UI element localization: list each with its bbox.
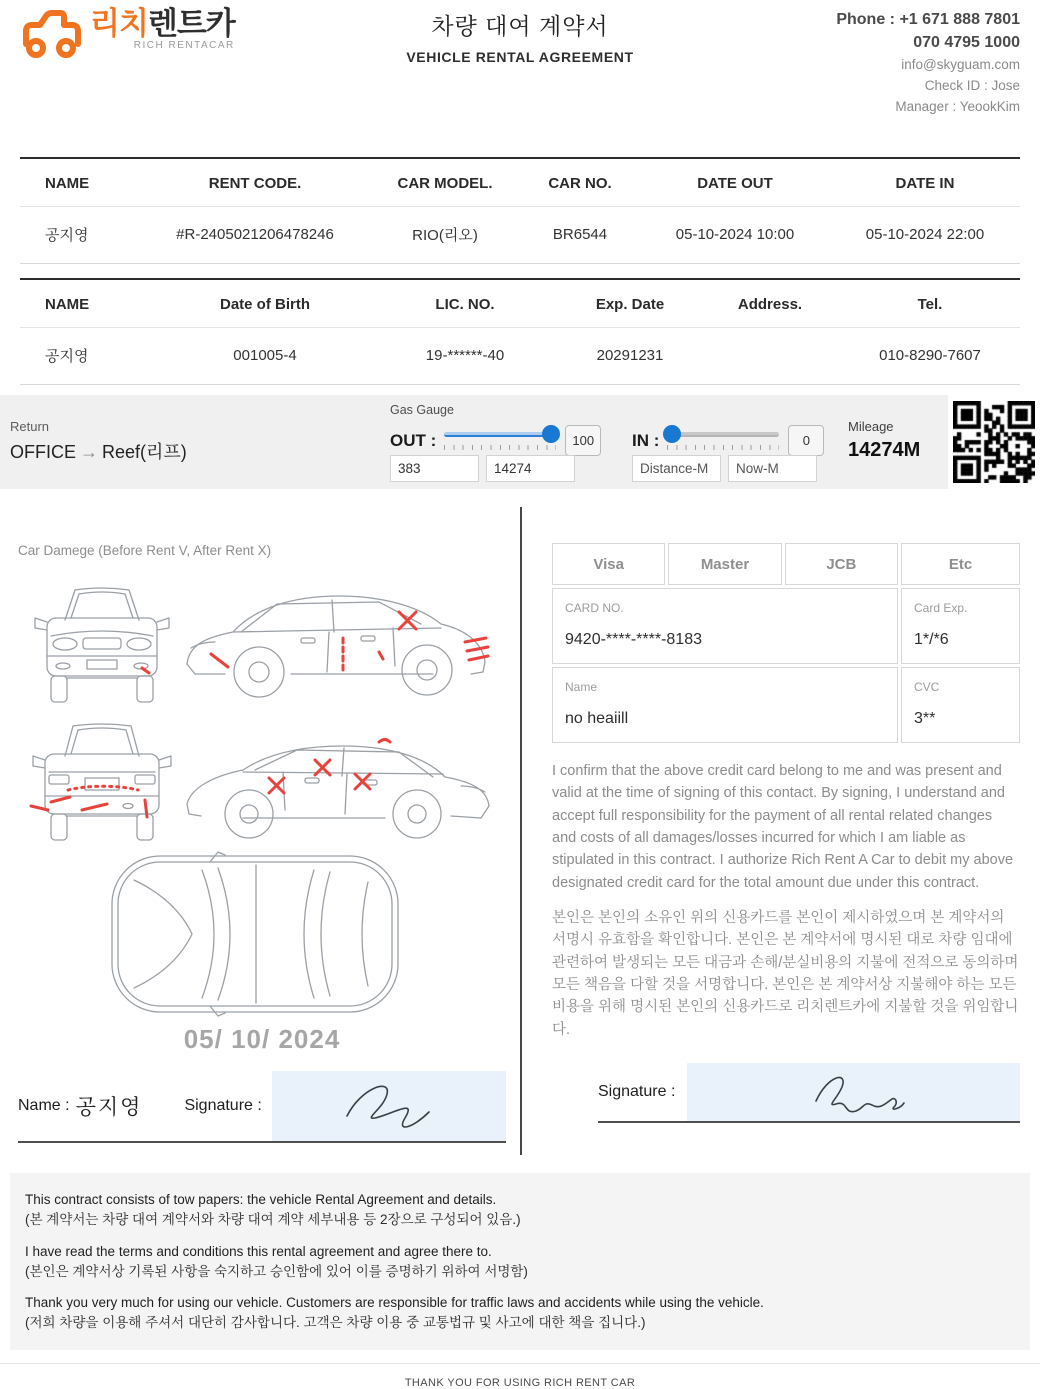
card-type-visa[interactable]: Visa bbox=[552, 543, 665, 585]
contract-date: 05/ 10/ 2024 bbox=[183, 1024, 341, 1054]
card-exp-value: 1*/*6 bbox=[913, 631, 949, 648]
card-signature-image bbox=[774, 1065, 934, 1119]
card-holder-label: Name bbox=[565, 680, 598, 694]
car-rear-view-diagram bbox=[26, 716, 178, 850]
cell-car-no: BR6544 bbox=[520, 207, 640, 264]
gas-in-slider[interactable] bbox=[667, 432, 779, 450]
credit-card-panel bbox=[522, 507, 1040, 1155]
cell-address bbox=[700, 328, 840, 385]
rental-row bbox=[20, 207, 1020, 264]
main-section bbox=[0, 507, 1040, 1155]
cell-date-out: 05-10-2024 10:00 bbox=[640, 207, 830, 264]
brand-name-part2: 렌트카 bbox=[147, 6, 235, 41]
card-type-etc[interactable]: Etc bbox=[901, 543, 1020, 585]
card-number-label: CARD NO. bbox=[565, 601, 624, 615]
car-top-view-diagram bbox=[104, 848, 406, 1020]
page-title-english: VEHICLE RENTAL AGREEMENT bbox=[406, 49, 634, 65]
gas-out-slider-thumb[interactable] bbox=[542, 425, 560, 443]
gas-out-label: OUT : bbox=[390, 430, 437, 450]
col-header-name: NAME bbox=[45, 175, 90, 192]
gas-out-input-1[interactable] bbox=[390, 455, 479, 482]
cell-rent-code: #R-2405021206478246 bbox=[140, 207, 370, 264]
col-header-address: Address. bbox=[737, 296, 803, 313]
return-route bbox=[10, 438, 187, 464]
note-2-english: I have read the terms and conditions this rental agreement and agree there to. bbox=[25, 1243, 492, 1259]
car-damage-diagrams[interactable] bbox=[18, 558, 506, 1020]
col-header-date-in: DATE IN bbox=[895, 175, 955, 192]
card-exp-cell[interactable] bbox=[901, 588, 1020, 664]
card-holder-cell[interactable] bbox=[552, 667, 898, 743]
cell-lic-no: 19-******-40 bbox=[370, 328, 560, 385]
note-3-english: Thank you very much for using our vehicle. Customers are responsible for traffic laws and accidents while using the vehicle. bbox=[25, 1295, 764, 1310]
card-holder-value: no heaiill bbox=[565, 710, 629, 727]
car-side-right-diagram bbox=[181, 566, 495, 718]
cell-renter-name: 공지영 bbox=[20, 207, 140, 264]
card-type-jcb[interactable]: JCB bbox=[785, 543, 898, 585]
note-1-korean: (본 계약서는 차량 대여 계약서와 차량 대여 계약 세부내용 등 2장으로 구성되어 있음.) bbox=[25, 1212, 521, 1228]
name-label: Name : bbox=[18, 1097, 70, 1114]
card-cvc-cell[interactable] bbox=[901, 667, 1020, 743]
card-signature-label: Signature : bbox=[598, 1082, 676, 1100]
renter-signature-image bbox=[299, 1072, 479, 1140]
note-pair bbox=[25, 1242, 1015, 1283]
signature-label: Signature : bbox=[184, 1097, 262, 1114]
mileage-info bbox=[848, 419, 920, 462]
note-pair bbox=[25, 1190, 1015, 1231]
card-cvc-value: 3** bbox=[913, 710, 936, 727]
col-header-date-out: DATE OUT bbox=[697, 175, 773, 192]
brand-subtitle: RICH RENTACAR bbox=[133, 40, 235, 51]
col-header-tel: Tel. bbox=[917, 296, 943, 313]
card-cvc-label: CVC bbox=[913, 680, 940, 694]
gauge-band bbox=[0, 395, 1040, 489]
card-table bbox=[552, 543, 1020, 743]
cell-date-in: 05-10-2024 22:00 bbox=[830, 207, 1020, 264]
cell-car-model: RIO(리오) bbox=[370, 207, 520, 264]
note-pair bbox=[25, 1293, 1015, 1334]
gas-out-slider[interactable] bbox=[444, 432, 556, 450]
col-header-car-model: CAR MODEL. bbox=[397, 175, 493, 192]
manager: Manager : YeookKim bbox=[895, 99, 1020, 114]
return-info bbox=[10, 419, 187, 464]
gas-out-value[interactable]: 100 bbox=[565, 425, 601, 456]
card-exp-label: Card Exp. bbox=[913, 601, 968, 615]
page-title-korean: 차량 대여 계약서 bbox=[431, 13, 609, 39]
driver-row bbox=[20, 328, 1020, 385]
contract-notes bbox=[10, 1173, 1030, 1350]
card-signature-row bbox=[598, 1063, 1020, 1123]
gas-in-slider-ticks bbox=[667, 445, 779, 450]
col-header-driver-name: NAME bbox=[45, 296, 90, 313]
renter-signature-row bbox=[18, 1071, 506, 1143]
col-header-dob: Date of Birth bbox=[220, 296, 310, 313]
distance-input[interactable] bbox=[632, 455, 721, 482]
gas-out-slider-ticks bbox=[444, 445, 556, 450]
card-confirm-text-korean: 본인은 본인의 소유인 위의 신용카드를 본인이 제시하였으며 본 계약서의 서명시 유효함을 확인합니다. 본인은 본 계약서에 명시된 대로 차량 임대에 관련하여 발생되는 모든 대금과 손해/분실비용의 지불에 전적으로 동의하며 모든 책음을 다할 것을 서명합니다. 본인은 본 계약서상 지불해야 하는 모든 비용을 위해 명시된 본인의 신용카드로 리치렌트카에 지불할 것을 위임합니다. bbox=[552, 909, 1019, 1038]
mileage-value: 14274M bbox=[848, 439, 921, 461]
card-signature-pad[interactable] bbox=[687, 1063, 1020, 1121]
car-damage-title: Car Damege (Before Rent V, After Rent X) bbox=[18, 543, 272, 558]
col-header-car-no: CAR NO. bbox=[548, 175, 612, 192]
return-from: OFFICE bbox=[10, 442, 76, 462]
brand-name-part1: 리치 bbox=[90, 6, 148, 41]
car-side-left-diagram bbox=[181, 710, 495, 844]
cell-exp-date: 20291231 bbox=[560, 328, 700, 385]
cell-tel: 010-8290-7607 bbox=[840, 328, 1020, 385]
qr-code bbox=[948, 395, 1040, 489]
driver-info-table bbox=[20, 278, 1020, 385]
cell-driver-name: 공지영 bbox=[20, 328, 160, 385]
gas-in-label: IN : bbox=[632, 430, 660, 450]
contact-info bbox=[836, 8, 1020, 117]
page-header bbox=[0, 0, 1040, 132]
return-to: Reef(리프) bbox=[102, 442, 187, 462]
thank-you-text: THANK YOU FOR USING RICH RENT CAR bbox=[404, 1376, 636, 1389]
car-damage-panel bbox=[0, 507, 522, 1155]
now-mileage-input[interactable] bbox=[728, 455, 817, 482]
mileage-label: Mileage bbox=[848, 419, 894, 434]
note-2-korean: (본인은 계약서상 기록된 사항을 숙지하고 승인함에 있어 이를 증명하기 위하여 서명함) bbox=[25, 1263, 528, 1279]
renter-signature-pad[interactable] bbox=[272, 1071, 506, 1141]
return-label: Return bbox=[10, 419, 50, 434]
cell-dob: 001005-4 bbox=[160, 328, 370, 385]
rental-info-table bbox=[20, 157, 1020, 264]
gas-in-slider-thumb[interactable] bbox=[663, 425, 681, 443]
phone-number-1: Phone : +1 671 888 7801 bbox=[836, 11, 1020, 28]
col-header-rent-code: RENT CODE. bbox=[208, 175, 302, 192]
email: info@skyguam.com bbox=[901, 57, 1020, 72]
car-front-view-diagram bbox=[26, 578, 178, 712]
card-confirm-text-english: I confirm that the above credit card belong to me and was present and valid at the time of signing of this contact. By signing, I understand and accept full responsibility for the payment of all rental related changes and costs of all damages/losses incurred for which I am liable as stipulated in this contract. I authorize Rich Rent A Car to debit my above designated credit card for the total amount due under this contract. bbox=[552, 763, 1014, 891]
arrow-right-icon: → bbox=[80, 442, 98, 462]
gas-in-value[interactable]: 0 bbox=[788, 425, 824, 456]
name-value: 공지영 bbox=[75, 1096, 143, 1119]
gas-out-input-2[interactable] bbox=[486, 455, 575, 482]
note-1-english: This contract consists of tow papers: the vehicle Rental Agreement and details. bbox=[25, 1192, 497, 1207]
gas-gauge-label: Gas Gauge bbox=[390, 403, 454, 417]
col-header-exp-date: Exp. Date bbox=[595, 296, 665, 313]
card-number-value: 9420-****-****-8183 bbox=[565, 631, 702, 648]
phone-number-2: 070 4795 1000 bbox=[913, 34, 1020, 51]
card-number-cell[interactable] bbox=[552, 588, 898, 664]
note-3-korean: (저희 차량을 이용해 주셔서 대단히 감사합니다. 고객은 차량 이용 중 교통법규 및 사고에 대한 책을 집니다.) bbox=[25, 1315, 646, 1331]
col-header-lic-no: LIC. NO. bbox=[435, 296, 495, 313]
card-type-master[interactable]: Master bbox=[668, 543, 781, 585]
check-id: Check ID : Jose bbox=[924, 78, 1020, 93]
